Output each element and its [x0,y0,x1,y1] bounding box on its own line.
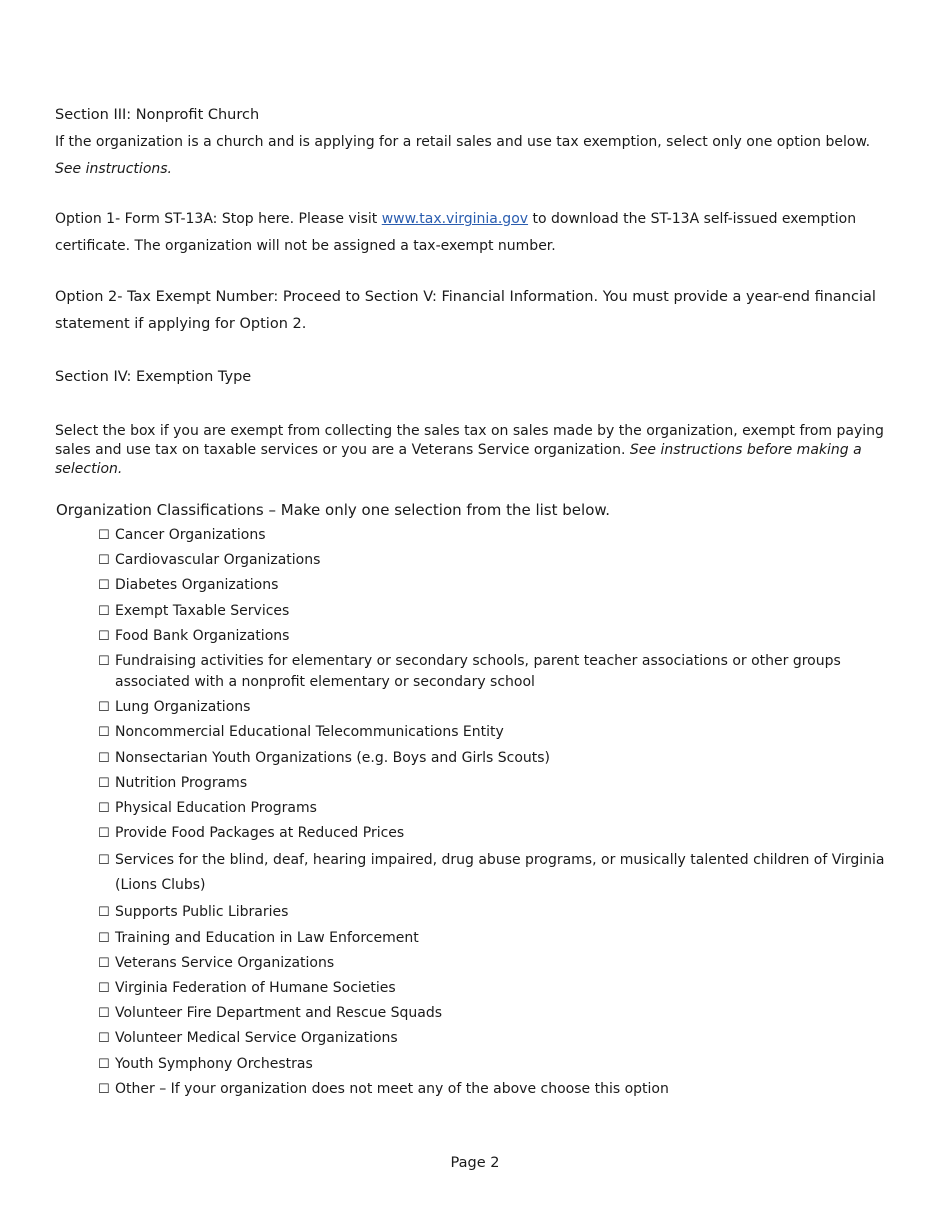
checkbox-icon[interactable]: ☐ [98,930,110,946]
classification-item-diabetes [98,575,900,596]
section-3-block [55,102,890,183]
classification-item-food-bank [98,626,900,647]
classification-label: Fundraising activities for elementary or secondary schools, parent teacher associations or other groups associated with a nonprofit elementary or secondary school [115,652,841,690]
classification-item-physical-education [98,798,900,819]
section-3-see-instructions: See instructions. [55,161,172,177]
checkbox-icon[interactable]: ☐ [98,800,110,816]
classification-item-fundraising [98,651,900,693]
checkbox-icon[interactable]: ☐ [98,981,110,996]
classification-label: Nonsectarian Youth Organizations (e.g. Boys and Girls Scouts) [115,749,551,766]
checkbox-icon[interactable]: ☐ [98,1056,110,1072]
checkbox-icon[interactable]: ☐ [98,1081,110,1097]
classification-label: Nutrition Programs [115,774,248,791]
option-1-prefix: Option 1- Form ST-13A: Stop here. Please visit [55,211,382,227]
classification-item-public-libraries [98,902,900,923]
option-1-suffix: to download the ST-13A self-issued exemption certificate. The organization will not be assigned a tax-exempt number. [55,211,857,254]
classification-item-other [98,1079,900,1100]
classification-item-youth-symphony [98,1054,900,1075]
organization-classification-list [98,525,900,1104]
classification-label: Lung Organizations [115,699,251,716]
checkbox-icon[interactable]: ☐ [98,725,110,741]
classification-item-law-enforcement [98,928,900,949]
checkbox-icon[interactable]: ☐ [98,700,110,716]
organization-classifications-title: Organization Classifications – Make only one selection from the list below. [56,501,611,519]
classification-label: Provide Food Packages at Reduced Prices [115,825,405,842]
classification-item-cancer [98,525,900,546]
checkbox-icon[interactable]: ☐ [98,603,110,619]
classification-item-food-packages [98,823,900,844]
tax-virginia-link[interactable]: www.tax.virginia.gov [381,211,529,227]
classification-label: Services for the blind, deaf, hearing impaired, drug abuse programs, or musically talented children of Virginia (Lions Clubs) [115,852,885,894]
classification-label: Volunteer Fire Department and Rescue Squads [115,1005,443,1022]
option-2-paragraph: Option 2- Tax Exempt Number: Proceed to Section V: Financial Information. You must provide a year-end financial statement if applying for Option 2. [55,289,876,332]
classification-label: Exempt Taxable Services [115,602,290,619]
checkbox-icon[interactable]: ☐ [98,628,110,644]
classification-item-exempt-taxable-services [98,601,900,622]
section-4-instructions [55,422,895,479]
checkbox-icon[interactable]: ☐ [98,750,110,766]
classification-label: Volunteer Medical Service Organizations [115,1030,398,1047]
classification-item-youth-organizations [98,748,900,769]
classification-label: Diabetes Organizations [115,577,279,594]
section-4-title: Section IV: Exemption Type [55,369,252,385]
section-3-intro: If the organization is a church and is applying for a retail sales and use tax exemption, select only one option below. [55,134,871,150]
classification-label: Supports Public Libraries [115,904,289,921]
option-1-paragraph [55,206,890,260]
classification-item-humane-societies [98,978,900,999]
checkbox-icon[interactable]: ☐ [98,553,110,569]
checkbox-icon[interactable]: ☐ [98,955,110,971]
classification-item-nutrition [98,773,900,794]
classification-label: Training and Education in Law Enforcement [115,929,419,946]
checkbox-icon[interactable]: ☐ [98,528,110,543]
checkbox-icon[interactable]: ☐ [98,853,110,869]
classification-label: Virginia Federation of Humane Societies [115,980,396,996]
section-4-instructions-italic: See instructions before making a selection. [55,442,862,477]
checkbox-icon[interactable]: ☐ [98,1006,110,1022]
page-number: Page 2 [450,1155,500,1171]
classification-label: Veterans Service Organizations [115,954,335,971]
checkbox-icon[interactable]: ☐ [98,905,110,921]
classification-label: Youth Symphony Orchestras [115,1055,313,1072]
classification-item-fire-rescue [98,1003,900,1024]
checkbox-icon[interactable]: ☐ [98,1031,110,1047]
classification-item-telecommunications [98,722,900,743]
classification-label: Food Bank Organizations [115,627,290,644]
classification-label: Cancer Organizations [115,527,266,543]
classification-item-veterans [98,953,900,974]
classification-label: Noncommercial Educational Telecommunications Entity [115,724,504,741]
checkbox-icon[interactable]: ☐ [98,775,110,791]
classification-label: Physical Education Programs [115,799,317,816]
checkbox-icon[interactable]: ☐ [98,578,110,594]
classification-item-cardiovascular [98,550,900,571]
checkbox-icon[interactable]: ☐ [98,653,110,669]
section-3-title: Section III: Nonprofit Church [55,107,260,123]
classification-item-medical-service [98,1028,900,1049]
classification-label: Other – If your organization does not meet any of the above choose this option [115,1080,669,1097]
section-4-instructions-text: Select the box if you are exempt from collecting the sales tax on sales made by the organization, exempt from paying sales and use tax on taxable services or you are a Veterans Service organization. [55,423,884,458]
classification-label: Cardiovascular Organizations [115,552,321,569]
classification-item-lions-clubs [98,848,900,898]
checkbox-icon[interactable]: ☐ [98,826,110,842]
classification-item-lung [98,697,900,718]
